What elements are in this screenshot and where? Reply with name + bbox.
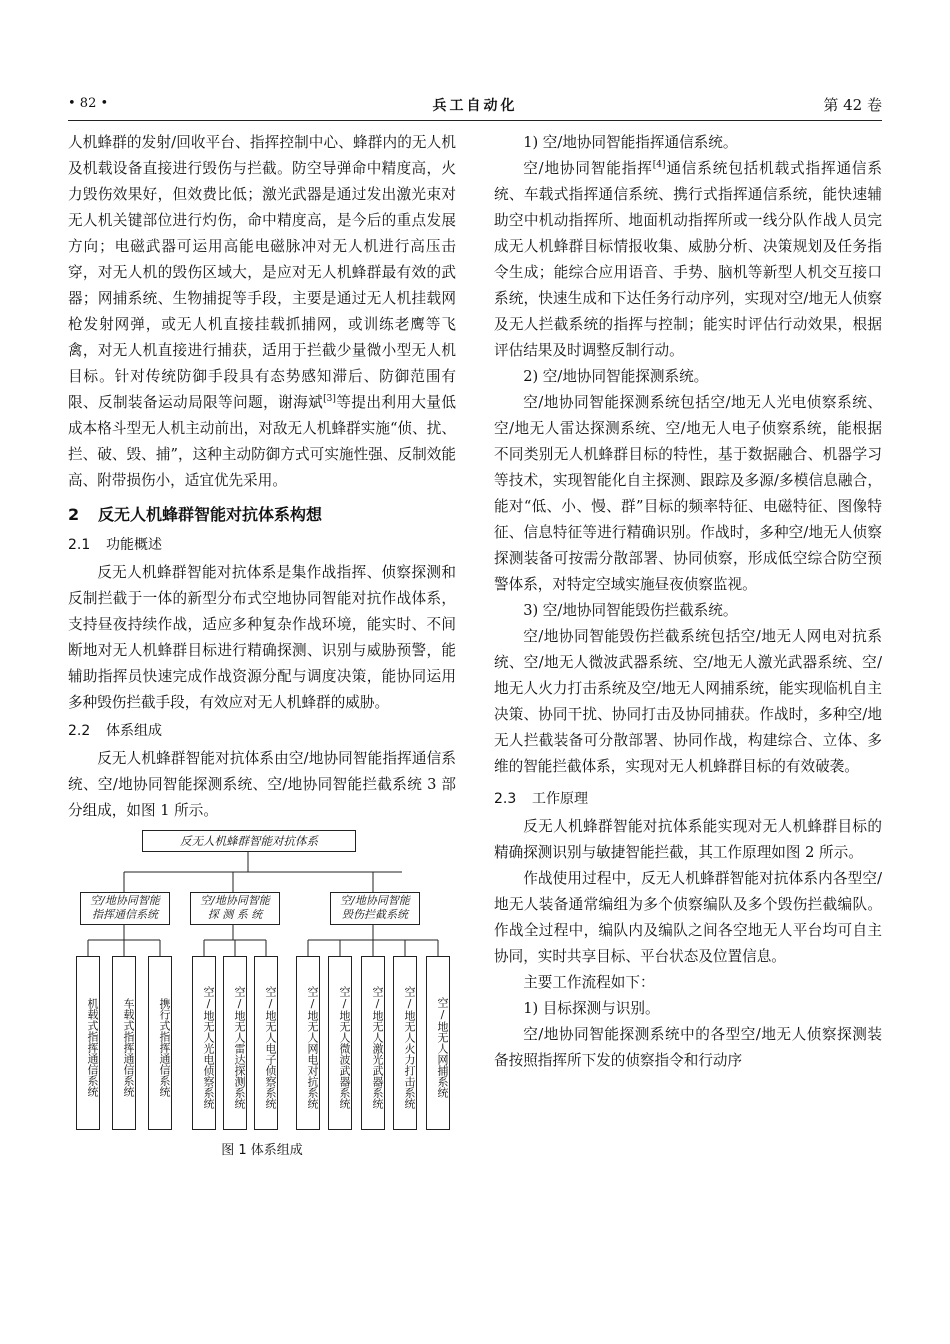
page-number: • 82 •: [68, 96, 109, 111]
paragraph: 主要工作流程如下：: [523, 974, 655, 991]
paragraph: 反无人机蜂群智能对抗体系能实现对无人机蜂群目标的精确探测识别与敏捷智能拦截，其工作原理如图 2 所示。: [494, 818, 882, 861]
journal-title: 兵工自动化: [432, 98, 518, 114]
leaf-node: 空/地无人网捕系统: [426, 956, 450, 1130]
leaf-node: 车载式指挥通信系统: [112, 956, 136, 1130]
leaf-node: 空/地无人火力打击系统: [393, 956, 417, 1130]
list-item: 1) 目标探测与识别。: [523, 1000, 660, 1017]
citation[interactable]: [4]: [652, 160, 666, 171]
group-node-command: 空/地协同智能 指挥通信系统: [80, 892, 170, 925]
leaf-node: 机载式指挥通信系统: [76, 956, 100, 1130]
list-item: 1) 空/地协同智能指挥通信系统。: [523, 134, 738, 151]
leaf-node: 空/地无人光电侦察系统: [192, 956, 216, 1130]
right-column: [494, 130, 882, 1074]
leaf-node: 空/地无人微波武器系统: [328, 956, 352, 1130]
paragraph: 作战使用过程中，反无人机蜂群智能对抗体系内各型空/地无人装备通常编组为多个侦察编队及多个毁伤拦截编队。作战全过程中，编队内及编队之间各空地无人平台均可自主协同，实时共享目标、平台状态及位置信息。: [494, 870, 882, 965]
paragraph: 空/地协同智能毁伤拦截系统包括空/地无人网电对抗系统、空/地无人微波武器系统、空/地无人激光武器系统、空/地无人火力打击系统及空/地无人网捕系统，能实现临机自主决策、协同干扰、协同打击及协同捕获。作战时，多种空/地无人拦截装备可分散部署、协同作战，构建综合、立体、多维的智能拦截体系，实现对无人机蜂群目标的有效破袭。: [494, 628, 882, 775]
citation[interactable]: [3]: [323, 394, 336, 405]
leaf-node: 空/地无人激光武器系统: [361, 956, 385, 1130]
paragraph: 空/地协同智能探测系统包括空/地无人光电侦察系统、空/地无人雷达探测系统、空/地无人电子侦察系统，能根据不同类别无人机蜂群目标的特性，基于数据融合、机器学习等技术，实现智能化自主探测、跟踪及多源/多模信息融合，能对“低、小、慢、群”目标的频率特征、电磁特征、图像特征、信息特征等进行精确识别。作战时，多种空/地无人侦察探测装备可按需分散部署、协同侦察，形成低空综合防空预警体系，对特定空域实施昼夜侦察监视。: [494, 394, 882, 593]
volume-label: 第 42 卷: [823, 96, 882, 114]
leaf-node: 空/地无人电子侦察系统: [254, 956, 278, 1130]
leaf-node: 空/地无人网电对抗系统: [296, 956, 320, 1130]
group-node-intercept: 空/地协同智能 毁伤拦截系统: [330, 892, 420, 925]
group-node-detection: 空/地协同智能 探 测 系 统: [190, 892, 280, 925]
figure-caption: 图 1 体系组成: [221, 1143, 303, 1158]
subsection-heading: 2.2 体系组成: [68, 723, 162, 739]
section-heading: 2 反无人机蜂群智能对抗体系构想: [68, 505, 323, 524]
figure-system-composition: [68, 830, 456, 1160]
root-node: 反无人机蜂群智能对抗体系: [142, 830, 356, 852]
paragraph: 反无人机蜂群智能对抗体系是集作战指挥、侦察探测和反制拦截于一体的新型分布式空地协同智能对抗作战体系，支持昼夜持续作战，适应多种复杂作战环境，能实时、不间断地对无人机蜂群目标进行精确探测、识别与威胁预警，能辅助指挥员快速完成作战资源分配与调度决策，能协同运用多种毁伤拦截手段，有效应对无人机蜂群的威胁。: [68, 564, 456, 711]
leaf-node: 携行式指挥通信系统: [148, 956, 172, 1130]
paragraph: 人机蜂群的发射/回收平台、指挥控制中心、蜂群内的无人机及机载设备直接进行毁伤与拦截。防空导弹命中精度高，火力毁伤效果好，但效费比低；激光武器是通过发出激光束对无人机关键部位进行灼伤，命中精度高，是今后的重点发展方向；电磁武器可运用高能电磁脉冲对无人机进行高压击穿，对无人机的毁伤区域大，是应对无人机蜂群最有效的武器；网捕系统、生物捕捉等手段，主要是通过无人机挂载网枪发射网弹，或无人机直接挂载抓捕网，或训练老鹰等飞禽，对无人机直接进行捕获，适用于拦截少量微小型无人机目标。针对传统防御手段具有态势感知滞后、防御范围有限、反制装备运动局限等问题，谢海斌[3]等提出利用大量低成本格斗型无人机主动前出，对敌无人机蜂群实施“侦、扰、拦、破、毁、捕”，这种主动防御方式可实施性强、反制效能高、附带损伤小，适宜优先采用。: [68, 134, 456, 489]
page-header: [68, 92, 882, 121]
paragraph: 空/地协同智能指挥[4]通信系统包括机载式指挥通信系统、车载式指挥通信系统、携行式指挥通信系统，能快速辅助空中机动指挥所、地面机动指挥所或一线分队作战人员完成无人机蜂群目标情报收集、威胁分析、决策规划及任务指令生成；能综合应用语音、手势、脑机等新型人机交互接口系统，快速生成和下达任务行动序列，实现对空/地无人侦察及无人拦截系统的指挥与控制；能实时评估行动效果，根据评估结果及时调整反制行动。: [494, 160, 882, 359]
leaf-node: 空/地无人雷达探测系统: [223, 956, 247, 1130]
paragraph: 空/地协同智能探测系统中的各型空/地无人侦察探测装备按照指挥所下发的侦察指令和行动序: [494, 1026, 882, 1069]
paragraph: 反无人机蜂群智能对抗体系由空/地协同智能指挥通信系统、空/地协同智能探测系统、空/地协同智能拦截系统 3 部分组成，如图 1 所示。: [68, 750, 456, 819]
list-item: 3) 空/地协同智能毁伤拦截系统。: [523, 602, 738, 619]
list-item: 2) 空/地协同智能探测系统。: [523, 368, 709, 385]
subsection-heading: 2.1 功能概述: [68, 537, 162, 553]
subsection-heading: 2.3 工作原理: [494, 791, 588, 807]
left-column: [68, 130, 456, 1160]
